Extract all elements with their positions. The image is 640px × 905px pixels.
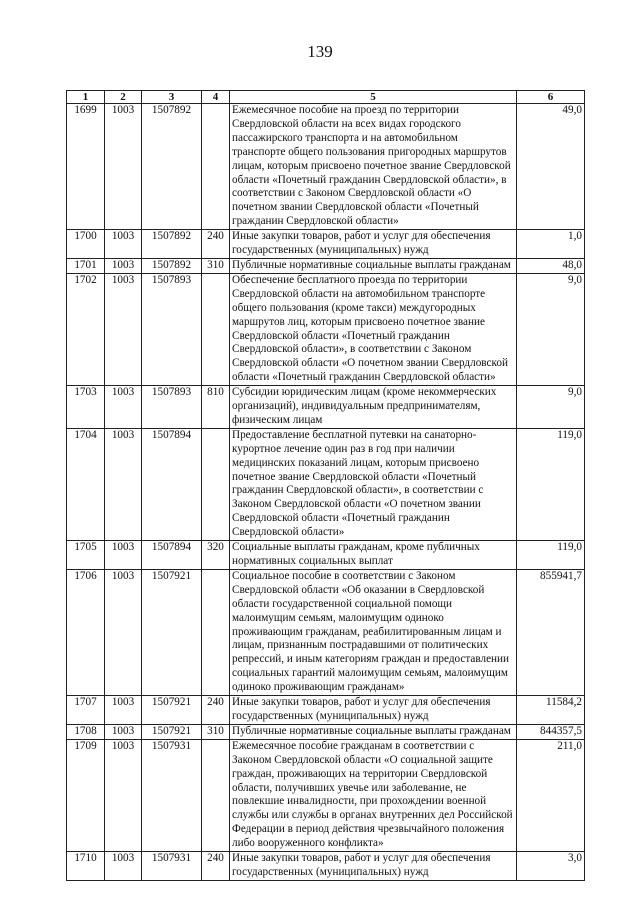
- expense-type-cell: 240: [202, 696, 230, 725]
- table-row: [67, 230, 585, 259]
- page-number: 139: [307, 42, 333, 61]
- description-cell: Ежемесячное пособие на проезд по территории Свердловской области на всех видах городского пассажирского транспорта и на автомобильном транспорте общего пользования пригородных маршрутов лицам, которым присвоено почетное звание Свердловской области «Почетный гражданин Свердловской области», в соответствии с Законом Свердловской области «О почетном звании Свердловской области «Почетный гражданин Свердловской области»: [230, 104, 517, 230]
- row-number-cell: 1707: [67, 696, 105, 725]
- description-cell: Иные закупки товаров, работ и услуг для обеспечения государственных (муниципальных) нужд: [230, 852, 517, 881]
- column-header: 6: [517, 91, 585, 104]
- amount-cell: 9,0: [517, 273, 585, 385]
- amount-cell: 119,0: [517, 541, 585, 570]
- amount-cell: 1,0: [517, 230, 585, 259]
- description-cell: Иные закупки товаров, работ и услуг для обеспечения государственных (муниципальных) нужд: [230, 230, 517, 259]
- amount-cell: 3,0: [517, 852, 585, 881]
- table-row: [67, 273, 585, 385]
- table-row: [67, 852, 585, 881]
- section-code-cell: 1003: [105, 739, 142, 851]
- table-row: [67, 386, 585, 429]
- description-cell: Предоставление бесплатной путевки на санаторно-курортное лечение один раз в год при наличии медицинских показаний лицам, которым присвоено почетное звание Свердловской области «Почетный гражданин Свердловской области», в соответствии с Законом Свердловской области «О почетном звании Свердловской области «Почетный гражданин Свердловской области»: [230, 428, 517, 540]
- section-code-cell: 1003: [105, 386, 142, 429]
- expense-type-cell: [202, 273, 230, 385]
- target-article-cell: 1507894: [142, 428, 202, 540]
- description-cell: Субсидии юридическим лицам (кроме некоммерческих организаций), индивидуальным предпринимателям, физическим лицам: [230, 386, 517, 429]
- row-number-cell: 1705: [67, 541, 105, 570]
- section-code-cell: 1003: [105, 569, 142, 695]
- table-row: [67, 258, 585, 273]
- target-article-cell: 1507931: [142, 852, 202, 881]
- column-header: 5: [230, 91, 517, 104]
- target-article-cell: 1507921: [142, 724, 202, 739]
- row-number-cell: 1709: [67, 739, 105, 851]
- target-article-cell: 1507893: [142, 273, 202, 385]
- section-code-cell: 1003: [105, 541, 142, 570]
- row-number-cell: 1710: [67, 852, 105, 881]
- target-article-cell: 1507931: [142, 739, 202, 851]
- table-row: [67, 104, 585, 230]
- row-number-cell: 1700: [67, 230, 105, 259]
- amount-cell: 9,0: [517, 386, 585, 429]
- section-code-cell: 1003: [105, 104, 142, 230]
- expense-type-cell: 310: [202, 258, 230, 273]
- row-number-cell: 1704: [67, 428, 105, 540]
- expense-type-cell: [202, 104, 230, 230]
- column-header: 2: [105, 91, 142, 104]
- amount-cell: 844357,5: [517, 724, 585, 739]
- amount-cell: 49,0: [517, 104, 585, 230]
- row-number-cell: 1706: [67, 569, 105, 695]
- target-article-cell: 1507894: [142, 541, 202, 570]
- expense-type-cell: 240: [202, 230, 230, 259]
- table-row: [67, 739, 585, 851]
- description-cell: Публичные нормативные социальные выплаты гражданам: [230, 258, 517, 273]
- target-article-cell: 1507892: [142, 258, 202, 273]
- description-cell: Социальные выплаты гражданам, кроме публичных нормативных социальных выплат: [230, 541, 517, 570]
- section-code-cell: 1003: [105, 258, 142, 273]
- table-row: [67, 696, 585, 725]
- budget-table: [66, 90, 585, 881]
- table-header-row: [67, 91, 585, 104]
- amount-cell: 48,0: [517, 258, 585, 273]
- target-article-cell: 1507921: [142, 569, 202, 695]
- amount-cell: 11584,2: [517, 696, 585, 725]
- section-code-cell: 1003: [105, 852, 142, 881]
- section-code-cell: 1003: [105, 696, 142, 725]
- table-row: [67, 569, 585, 695]
- description-cell: Обеспечение бесплатного проезда по территории Свердловской области на автомобильном транспорте общего пользования (кроме такси) междугородных маршрутов лиц, которым присвоено почетное звание Свердловской области «Почетный гражданин Свердловской области», в соответствии с Законом Свердловской области «О почетном звании Свердловской области «Почетный гражданин Свердловской области»: [230, 273, 517, 385]
- row-number-cell: 1702: [67, 273, 105, 385]
- target-article-cell: 1507892: [142, 230, 202, 259]
- column-header: 3: [142, 91, 202, 104]
- description-cell: Социальное пособие в соответствии с Законом Свердловской области «Об оказании в Свердловской области государственной социальной помощи малоимущим семьям, малоимущим одиноко проживающим гражданам, реабилитированным лицам и лицам, признанным пострадавшими от политических репрессий, и иным категориям граждан и предоставлении социальных гарантий малоимущим семьям, малоимущим одиноко проживающим гражданам»: [230, 569, 517, 695]
- expense-type-cell: 810: [202, 386, 230, 429]
- row-number-cell: 1699: [67, 104, 105, 230]
- row-number-cell: 1701: [67, 258, 105, 273]
- amount-cell: 119,0: [517, 428, 585, 540]
- description-cell: Публичные нормативные социальные выплаты гражданам: [230, 724, 517, 739]
- row-number-cell: 1708: [67, 724, 105, 739]
- expense-type-cell: [202, 569, 230, 695]
- amount-cell: 211,0: [517, 739, 585, 851]
- description-cell: Иные закупки товаров, работ и услуг для обеспечения государственных (муниципальных) нужд: [230, 696, 517, 725]
- expense-type-cell: 310: [202, 724, 230, 739]
- table-row: [67, 724, 585, 739]
- table-row: [67, 541, 585, 570]
- table-row: [67, 428, 585, 540]
- section-code-cell: 1003: [105, 273, 142, 385]
- description-cell: Ежемесячное пособие гражданам в соответствии с Законом Свердловской области «О социальной защите граждан, проживающих на территории Свердловской области, получивших увечье или заболевание, не повлекшие инвалидности, при прохождении военной службы или службы в органах внутренних дел Российской Федерации в период действия чрезвычайного положения либо вооруженного конфликта»: [230, 739, 517, 851]
- target-article-cell: 1507892: [142, 104, 202, 230]
- section-code-cell: 1003: [105, 230, 142, 259]
- target-article-cell: 1507893: [142, 386, 202, 429]
- column-header: 1: [67, 91, 105, 104]
- column-header: 4: [202, 91, 230, 104]
- section-code-cell: 1003: [105, 428, 142, 540]
- expense-type-cell: [202, 428, 230, 540]
- section-code-cell: 1003: [105, 724, 142, 739]
- expense-type-cell: 240: [202, 852, 230, 881]
- expense-type-cell: 320: [202, 541, 230, 570]
- amount-cell: 855941,7: [517, 569, 585, 695]
- target-article-cell: 1507921: [142, 696, 202, 725]
- expense-type-cell: [202, 739, 230, 851]
- row-number-cell: 1703: [67, 386, 105, 429]
